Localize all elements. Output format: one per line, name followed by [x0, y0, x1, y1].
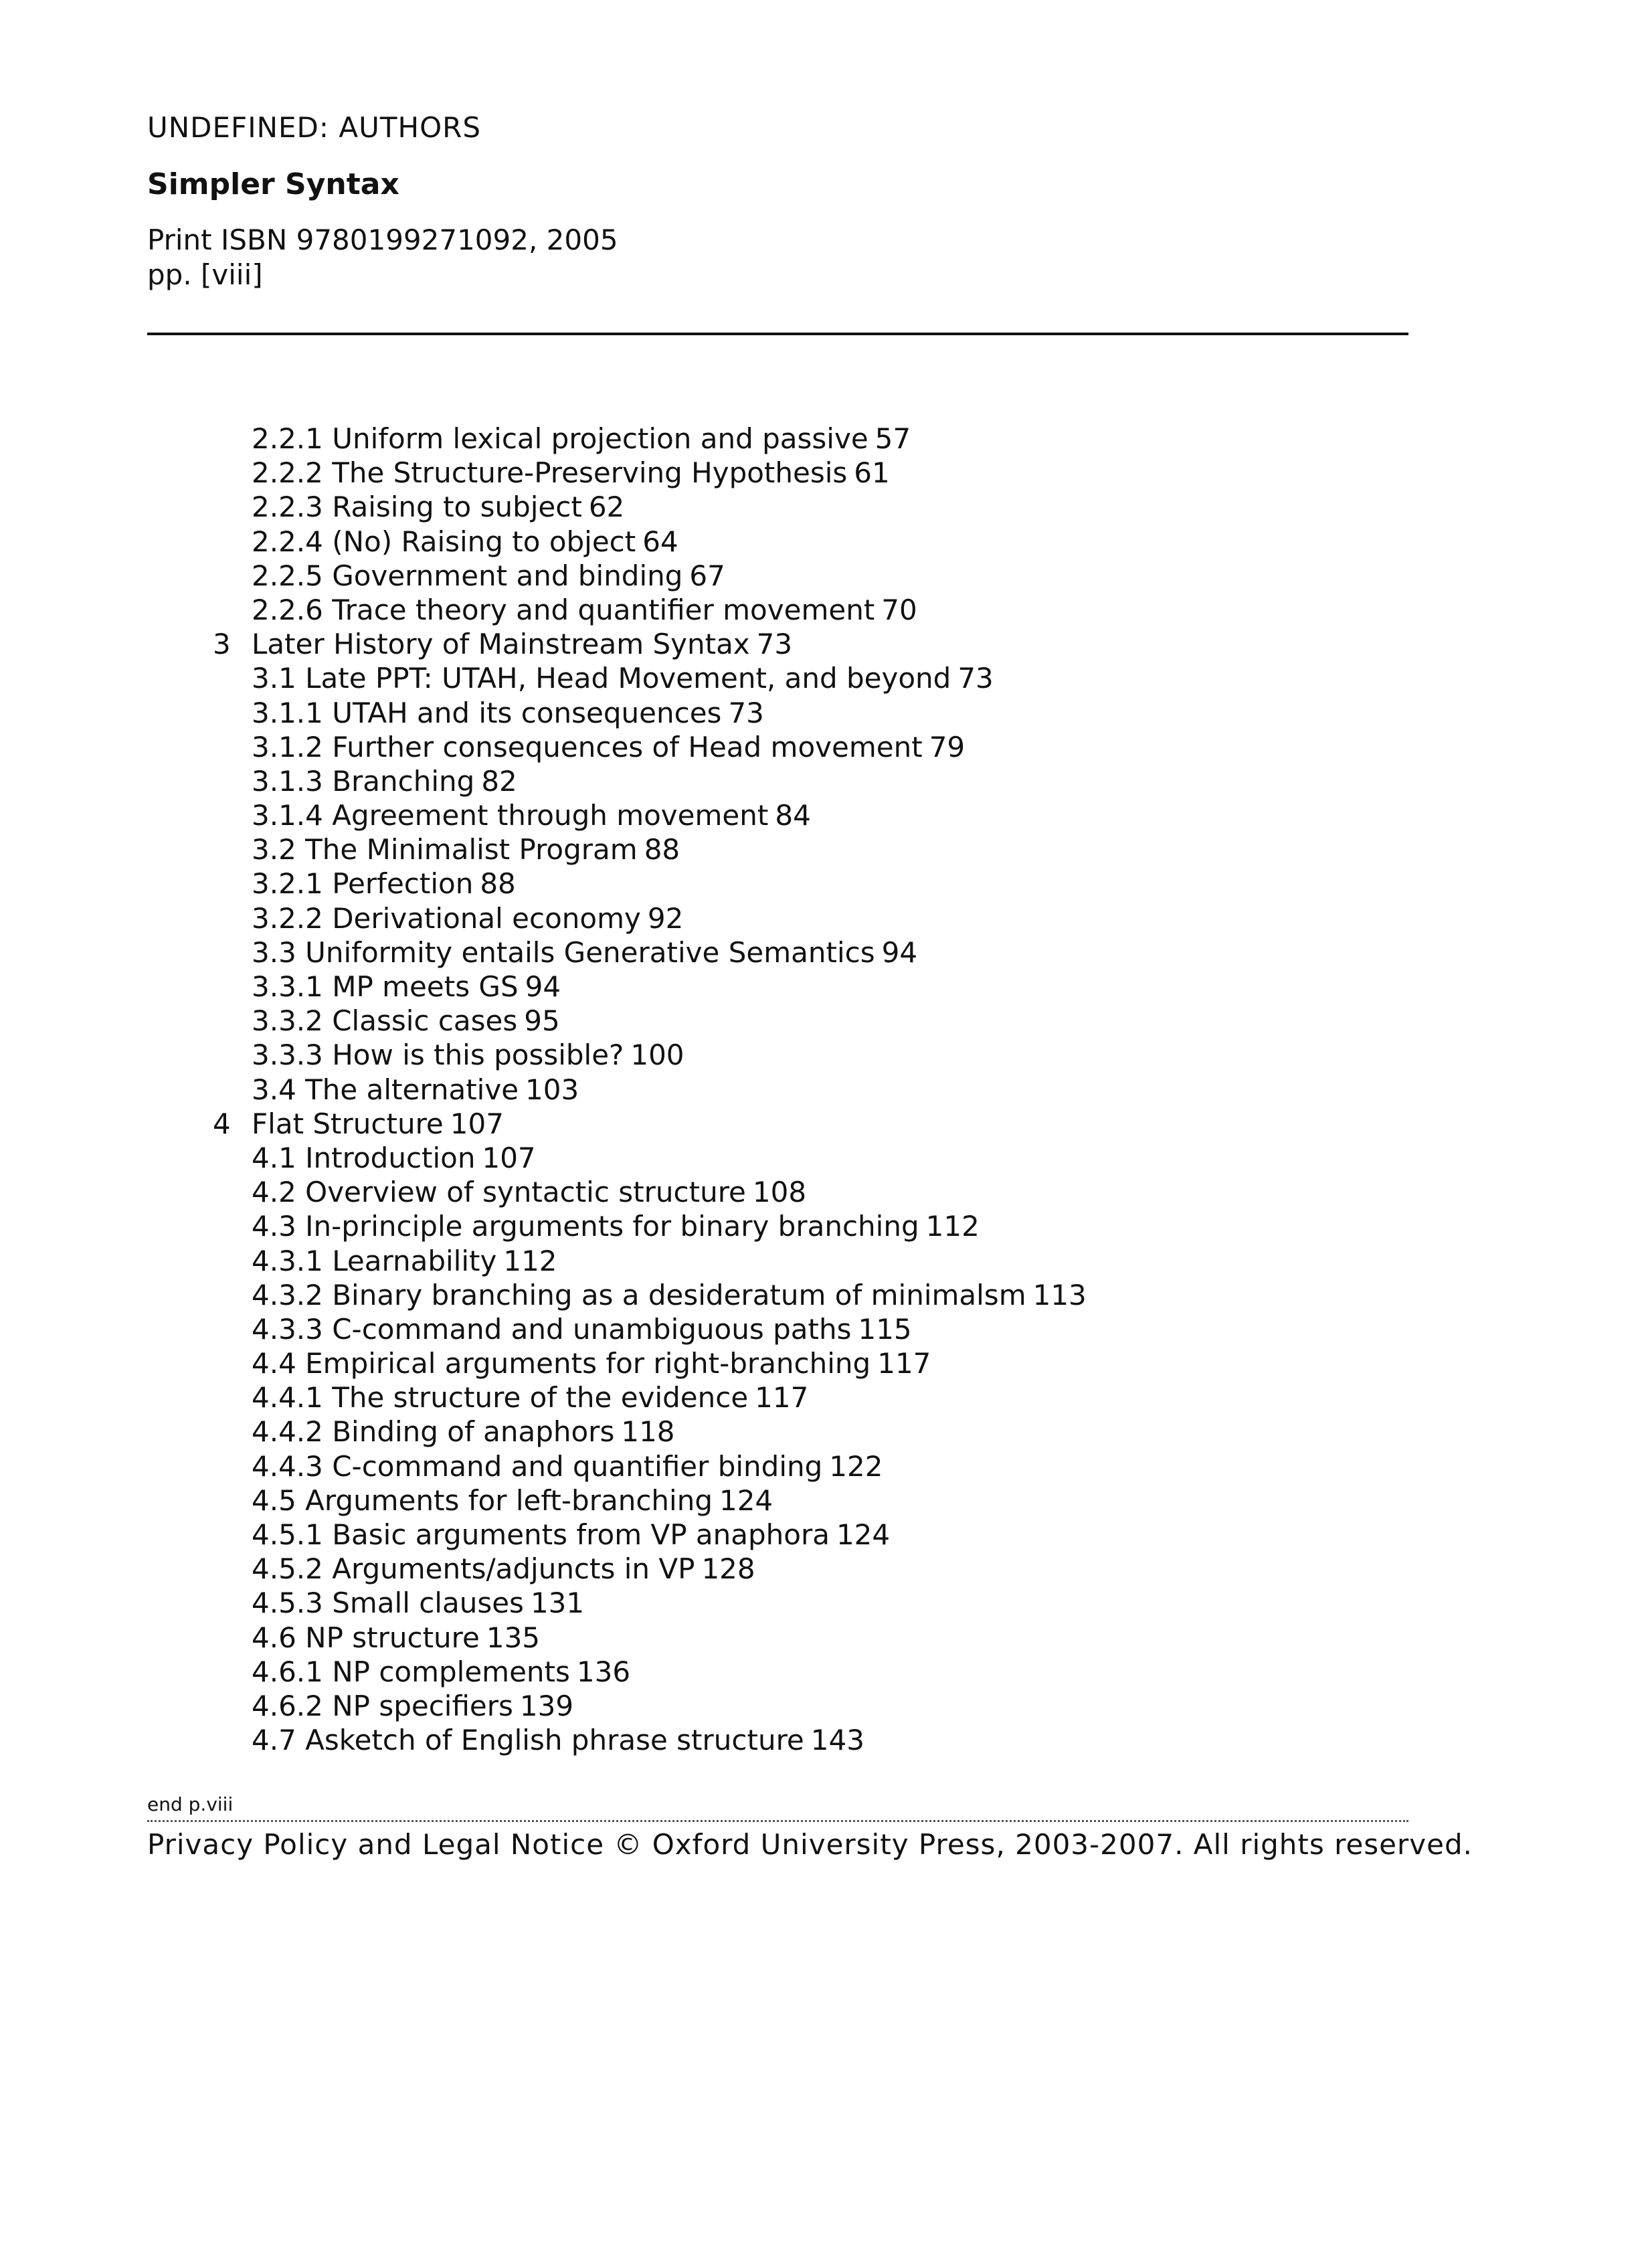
toc-entry[interactable]	[0, 1175, 1652, 1209]
toc-page-number: 88	[644, 833, 680, 867]
toc-entry-title: 3.1.3 Branching	[252, 764, 475, 798]
toc-entry-title: Later History of Mainstream Syntax	[252, 628, 750, 661]
toc-page-number: 117	[755, 1381, 809, 1415]
chapter-number: 4	[213, 1107, 231, 1140]
toc-entry-title: 4.3.1 Learnability	[252, 1244, 497, 1277]
toc-entry[interactable]	[0, 1312, 1652, 1346]
toc-entry[interactable]	[0, 1073, 1652, 1107]
toc-page-number: 135	[486, 1621, 541, 1654]
toc-entry-title: 3.4 The alternative	[252, 1073, 519, 1106]
toc-entry[interactable]	[0, 1586, 1652, 1620]
toc-page-number: 118	[621, 1415, 675, 1449]
page-range: pp. [viii]	[147, 258, 263, 291]
toc-page-number: 73	[728, 696, 764, 729]
toc-entry-title: 3.3 Uniformity entails Generative Semantics	[252, 935, 875, 969]
toc-entry-title: 4.4 Empirical arguments for right-branching	[252, 1347, 871, 1380]
book-title: Simpler Syntax	[147, 167, 399, 201]
toc-entry-title: 4.5.1 Basic arguments from VP anaphora	[252, 1518, 830, 1551]
toc-page-number: 57	[875, 422, 911, 455]
toc-entry-title: 4.5.3 Small clauses	[252, 1586, 524, 1620]
toc-page-number: 103	[525, 1073, 579, 1106]
toc-page-number: 82	[481, 764, 517, 798]
toc-entry[interactable]	[0, 1483, 1652, 1518]
toc-page-number: 136	[576, 1655, 631, 1688]
toc-entry-title: 2.2.3 Raising to subject	[252, 490, 582, 524]
isbn-line: Print ISBN 9780199271092, 2005	[147, 223, 618, 256]
toc-entry-title: 3.3.1 MP meets GS	[252, 970, 519, 1003]
toc-entry[interactable]	[0, 1621, 1652, 1655]
toc-page-number: 70	[881, 593, 917, 626]
toc-entry[interactable]	[0, 1380, 1652, 1415]
toc-page-number: 73	[957, 662, 994, 695]
end-page-marker: end p.viii	[147, 1793, 234, 1815]
toc-entry[interactable]	[0, 901, 1652, 935]
toc-entry-title: 3.1.2 Further consequences of Head movement	[252, 730, 923, 763]
toc-entry[interactable]	[0, 798, 1652, 832]
toc-page-number: 64	[642, 525, 678, 558]
toc-entry-title: 4.6 NP structure	[252, 1621, 480, 1654]
toc-entry-title: 2.2.4 (No) Raising to object	[252, 525, 636, 558]
toc-page-number: 84	[775, 799, 811, 832]
toc-page-number: 112	[503, 1244, 557, 1277]
toc-entry[interactable]	[0, 593, 1652, 627]
toc-entry[interactable]	[0, 764, 1652, 798]
toc-entry[interactable]	[0, 661, 1652, 695]
toc-page-number: 117	[877, 1347, 931, 1380]
toc-entry[interactable]	[0, 1518, 1652, 1552]
toc-entry[interactable]	[0, 832, 1652, 867]
toc-page-number: 143	[810, 1724, 864, 1757]
toc-entry-title: 2.2.2 The Structure-Preserving Hypothesis	[252, 456, 848, 490]
authors-line: UNDEFINED: AUTHORS	[147, 111, 481, 144]
toc-entry[interactable]	[0, 1655, 1652, 1689]
toc-entry[interactable]	[0, 456, 1652, 490]
toc-chapter-entry[interactable]	[0, 627, 1652, 661]
toc-entry-title: 3.2 The Minimalist Program	[252, 833, 638, 867]
toc-entry[interactable]	[0, 696, 1652, 730]
toc-entry-title: 4.5 Arguments for left-branching	[252, 1483, 713, 1517]
toc-entry-title: 2.2.1 Uniform lexical projection and passive	[252, 422, 868, 455]
toc-entry[interactable]	[0, 867, 1652, 901]
toc-page-number: 128	[701, 1552, 755, 1586]
toc-page-number: 94	[525, 970, 561, 1003]
toc-entry-title: 3.2.2 Derivational economy	[252, 901, 641, 935]
toc-entry[interactable]	[0, 1004, 1652, 1038]
toc-chapter-entry[interactable]	[0, 1107, 1652, 1141]
toc-entry[interactable]	[0, 1278, 1652, 1312]
toc-page-number: 112	[925, 1210, 980, 1243]
toc-entry-title: 2.2.5 Government and binding	[252, 559, 683, 592]
toc-page-number: 124	[836, 1518, 891, 1551]
toc-entry[interactable]	[0, 935, 1652, 970]
toc-entry[interactable]	[0, 525, 1652, 559]
toc-entry-title: 4.3 In-principle arguments for binary branching	[252, 1210, 919, 1243]
toc-page-number: 100	[630, 1038, 684, 1072]
toc-entry-title: 4.4.2 Binding of anaphors	[252, 1415, 615, 1449]
toc-page-number: 67	[689, 559, 725, 592]
toc-page-number: 95	[524, 1004, 560, 1038]
toc-page-number: 73	[756, 628, 793, 661]
toc-page-number: 108	[752, 1176, 807, 1209]
toc-entry-title: 4.6.2 NP specifiers	[252, 1689, 513, 1722]
toc-entry[interactable]	[0, 970, 1652, 1004]
toc-page-number: 131	[530, 1586, 585, 1620]
toc-page-number: 122	[829, 1449, 883, 1483]
toc-entry-title: 3.1 Late PPT: UTAH, Head Movement, and beyond	[252, 662, 951, 695]
toc-entry[interactable]	[0, 1209, 1652, 1243]
toc-entry-title: 3.2.1 Perfection	[252, 867, 474, 901]
toc-page-number: 139	[519, 1689, 574, 1722]
toc-entry-title: 3.3.2 Classic cases	[252, 1004, 518, 1038]
toc-entry[interactable]	[0, 1449, 1652, 1483]
toc-entry[interactable]	[0, 559, 1652, 593]
toc-entry-title: 4.4.3 C-command and quantifier binding	[252, 1449, 823, 1483]
toc-entry[interactable]	[0, 1244, 1652, 1278]
toc-entry-title: 4.2 Overview of syntactic structure	[252, 1176, 746, 1209]
toc-page-number: 61	[854, 456, 890, 490]
toc-entry-title: 4.3.3 C-command and unambiguous paths	[252, 1312, 852, 1346]
toc-entry[interactable]	[0, 1038, 1652, 1072]
toc-entry[interactable]	[0, 1141, 1652, 1175]
chapter-number: 3	[213, 628, 231, 661]
toc-entry[interactable]	[0, 1415, 1652, 1449]
toc-entry[interactable]	[0, 1689, 1652, 1723]
toc-page-number: 94	[881, 935, 918, 969]
toc-page-number: 107	[482, 1141, 536, 1174]
toc-entry[interactable]	[0, 1552, 1652, 1586]
toc-page-number: 88	[480, 867, 516, 901]
toc-page-number: 113	[1032, 1278, 1087, 1311]
toc-entry-title: 4.6.1 NP complements	[252, 1655, 570, 1688]
toc-page-number: 115	[858, 1312, 912, 1346]
toc-entry-title: 4.5.2 Arguments/adjuncts in VP	[252, 1552, 695, 1586]
toc-entry-title: 4.3.2 Binary branching as a desideratum of minimalsm	[252, 1278, 1026, 1311]
toc-entry-title: 3.1.1 UTAH and its consequences	[252, 696, 722, 729]
toc-page-number: 92	[647, 901, 684, 935]
toc-entry-title: 2.2.6 Trace theory and quantifier movement	[252, 593, 875, 626]
header-divider	[147, 333, 1408, 335]
footer-divider	[147, 1820, 1408, 1822]
toc-entry[interactable]	[0, 730, 1652, 764]
toc-entry-title: 4.4.1 The structure of the evidence	[252, 1381, 749, 1415]
toc-entry-title: 3.1.4 Agreement through movement	[252, 799, 769, 832]
toc-page-number: 62	[588, 490, 625, 524]
toc-entry-title: 4.1 Introduction	[252, 1141, 476, 1174]
toc-entry[interactable]	[0, 490, 1652, 524]
toc-entry[interactable]	[0, 1723, 1652, 1757]
toc-entry-title: 3.3.3 How is this possible?	[252, 1038, 624, 1072]
toc-entry[interactable]	[0, 422, 1652, 456]
toc-entry-title: 4.7 Asketch of English phrase structure	[252, 1724, 804, 1757]
toc-entry-title: Flat Structure	[252, 1107, 444, 1140]
toc-page-number: 79	[929, 730, 966, 763]
copyright-footer: Privacy Policy and Legal Notice © Oxford University Press, 2003-2007. All rights reserved.	[147, 1828, 1473, 1861]
toc-page-number: 107	[450, 1107, 504, 1140]
table-of-contents	[0, 422, 1652, 1757]
toc-entry[interactable]	[0, 1346, 1652, 1380]
toc-page-number: 124	[719, 1483, 773, 1517]
